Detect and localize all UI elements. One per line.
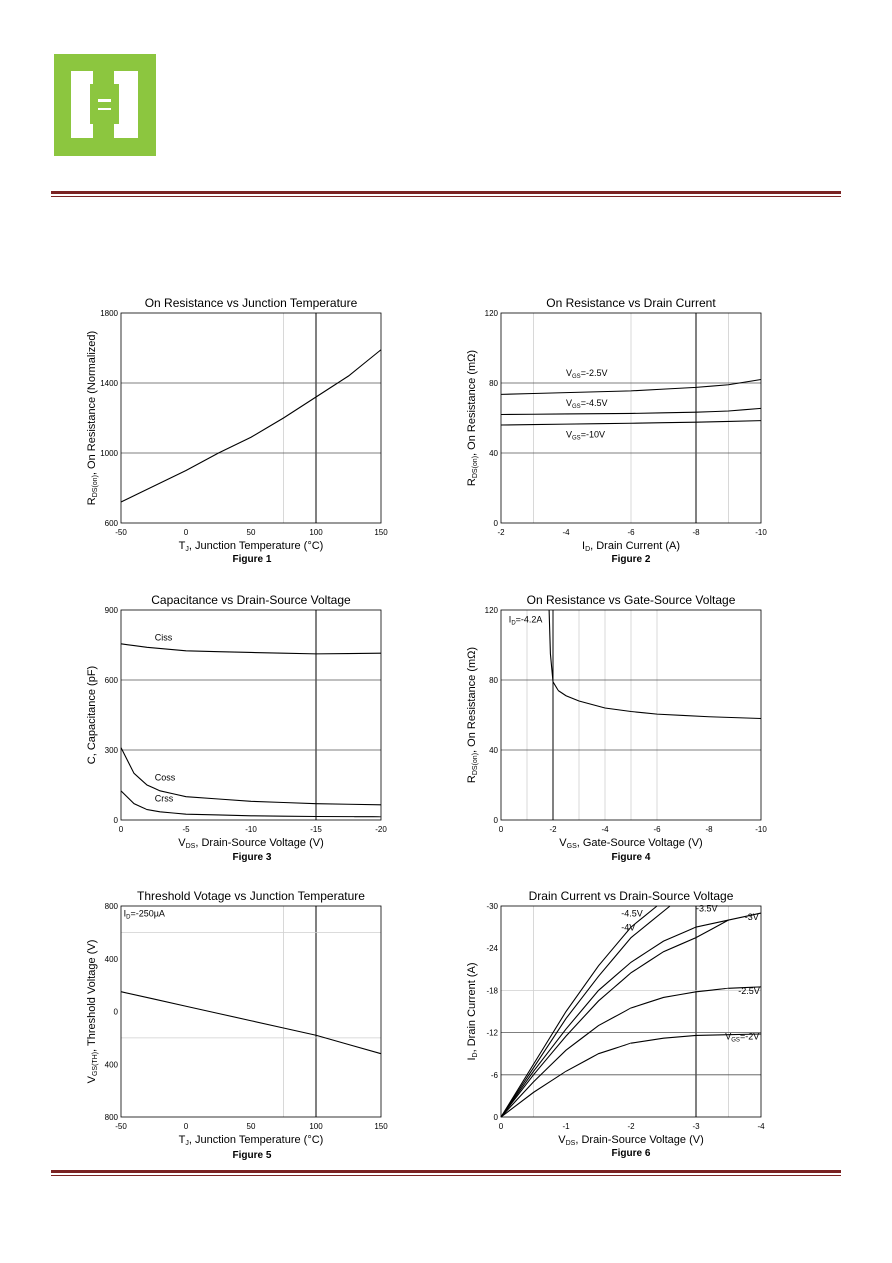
- chart-annotation: -2.5V: [738, 985, 760, 996]
- y-tick-label: 0: [493, 816, 498, 825]
- chart-annotation: -4V: [621, 922, 636, 933]
- y-axis-label: ID, Drain Current (A): [466, 962, 479, 1061]
- x-tick-label: 150: [374, 528, 388, 537]
- figure-caption-5: Figure 5: [232, 1150, 272, 1161]
- y-tick-label: -18: [486, 986, 498, 996]
- series-line-1: [121, 350, 381, 502]
- y-tick-label: 80: [489, 379, 498, 388]
- y-tick-label: 40: [489, 449, 498, 458]
- series-line-2: [501, 906, 670, 1117]
- x-tick-label: -1: [562, 1122, 570, 1131]
- x-tick-label: -5: [182, 825, 190, 834]
- x-tick-label: -2: [627, 1122, 635, 1131]
- chart-annotation: $V_{GS}=-10V$: [566, 429, 605, 442]
- series-line-1: [501, 906, 657, 1117]
- y-tick-label: 1800: [100, 309, 118, 318]
- y-tick-label: 600: [104, 676, 118, 685]
- chart-annotation: Coss: [154, 772, 176, 783]
- chart-title: Drain Current vs Drain-Source Voltage: [528, 889, 734, 903]
- chart-annotation: $V_{GS}=-2.5V$: [566, 368, 608, 380]
- y-tick-label: -6: [490, 1070, 498, 1080]
- x-axis-label: VGS, Gate-Source Voltage (V): [559, 837, 703, 850]
- chart-title: On Resistance vs Drain Current: [546, 296, 716, 310]
- fig2-chart: [466, 296, 767, 553]
- series-line-3: [501, 920, 729, 1117]
- chart-title: On Resistance vs Gate-Source Voltage: [526, 593, 736, 607]
- figure-caption-1: Figure 1: [232, 554, 272, 565]
- plot-frame: [121, 313, 381, 523]
- x-axis-label: VDS, Drain-Source Voltage (V): [558, 1134, 704, 1147]
- y-tick-label: 0: [113, 1007, 118, 1017]
- y-tick-label: -30: [486, 902, 498, 911]
- x-tick-label: 0: [183, 1122, 189, 1131]
- y-axis-label: RDS(on), On Resistance (Normalized): [86, 330, 99, 506]
- x-tick-label: -2: [549, 825, 557, 834]
- plot-frame: [121, 906, 381, 1117]
- y-tick-label: -24: [486, 944, 498, 954]
- series-line-5: [501, 987, 761, 1117]
- y-tick-label: 300: [104, 746, 118, 755]
- y-tick-label: 800: [104, 902, 118, 911]
- fig5-chart: [86, 889, 388, 1147]
- y-axis-label: C, Capacitance (pF): [86, 665, 98, 765]
- chart-title: Capacitance vs Drain-Source Voltage: [151, 593, 351, 607]
- x-tick-label: 0: [498, 1122, 504, 1131]
- y-tick-label: 40: [489, 746, 498, 755]
- y-tick-label: 900: [104, 606, 118, 615]
- y-tick-label: 400: [104, 954, 118, 964]
- y-tick-label: 120: [484, 606, 498, 615]
- y-tick-label: 1000: [100, 449, 118, 458]
- y-tick-label: -12: [486, 1028, 498, 1038]
- figure-caption-3: Figure 3: [232, 852, 272, 863]
- y-tick-label: 800: [104, 1113, 118, 1122]
- y-tick-label: 1400: [100, 379, 118, 388]
- y-tick-label: 600: [104, 519, 118, 528]
- fig4-chart: [466, 593, 767, 850]
- chart-annotation: $V_{GS}=-2V$: [725, 1031, 760, 1044]
- y-axis-label: VGS(TH), Threshold Voltage (V): [86, 939, 99, 1084]
- x-axis-label: TJ, Junction Temperature (°C): [178, 1134, 324, 1147]
- y-axis-label: RDS(on), On Resistance (mΩ): [466, 349, 479, 487]
- x-tick-label: -6: [653, 825, 661, 834]
- chart-annotation: Ciss: [154, 632, 173, 643]
- fig3-chart: [86, 593, 387, 850]
- fig6-chart: [466, 889, 765, 1147]
- figure-caption-2: Figure 2: [611, 554, 651, 565]
- x-tick-label: -4: [757, 1122, 765, 1131]
- x-tick-label: -50: [115, 1122, 127, 1131]
- x-tick-label: -4: [562, 528, 570, 537]
- y-tick-label: 80: [489, 676, 498, 685]
- x-axis-label: VDS, Drain-Source Voltage (V): [178, 837, 324, 850]
- chart-title: Threshold Votage vs Junction Temperature: [137, 889, 365, 903]
- y-tick-label: 120: [484, 309, 498, 318]
- x-tick-label: -10: [245, 825, 257, 834]
- x-tick-label: 0: [498, 825, 504, 834]
- x-tick-label: 150: [374, 1122, 388, 1131]
- chart-annotation: -3.5V: [696, 903, 718, 914]
- x-axis-label: ID, Drain Current (A): [582, 540, 680, 553]
- x-tick-label: 100: [309, 528, 323, 537]
- x-tick-label: 50: [246, 528, 256, 537]
- x-axis-label: TJ, Junction Temperature (°C): [178, 540, 324, 553]
- x-tick-label: -6: [627, 528, 635, 537]
- series-line-1: [121, 992, 381, 1054]
- x-tick-label: 0: [118, 825, 124, 834]
- chart-title: On Resistance vs Junction Temperature: [144, 296, 358, 310]
- series-line-4: [501, 913, 761, 1117]
- chart-annotation: $V_{GS}=-4.5V$: [566, 397, 608, 410]
- x-tick-label: -3: [692, 1122, 700, 1131]
- chart-annotation: Crss: [154, 793, 174, 804]
- x-tick-label: -15: [310, 825, 322, 834]
- y-tick-label: 0: [493, 519, 498, 528]
- x-tick-label: -10: [755, 528, 767, 537]
- x-tick-label: -10: [755, 825, 767, 834]
- series-line-1: [121, 644, 381, 654]
- chart-annotation: $I_D=-4.2A$: [508, 614, 543, 627]
- y-tick-label: 400: [104, 1060, 118, 1070]
- series-line-1: [549, 610, 761, 719]
- x-tick-label: -8: [705, 825, 713, 834]
- x-tick-label: 0: [183, 528, 189, 537]
- figure-caption-4: Figure 4: [611, 852, 651, 863]
- x-tick-label: -2: [497, 528, 505, 537]
- x-tick-label: -4: [601, 825, 609, 834]
- chart-annotation: -3V: [744, 912, 759, 923]
- fig1-chart: [86, 296, 388, 553]
- y-tick-label: 0: [113, 816, 118, 825]
- chart-annotation: $I_D=-250\mu A$: [123, 908, 165, 921]
- x-tick-label: -50: [115, 528, 127, 537]
- x-tick-label: 100: [309, 1122, 323, 1131]
- x-tick-label: -20: [375, 825, 387, 834]
- chart-annotation: -4.5V: [621, 908, 643, 919]
- x-tick-label: 50: [246, 1122, 256, 1131]
- y-tick-label: 0: [493, 1113, 498, 1122]
- figure-caption-6: Figure 6: [611, 1148, 651, 1159]
- x-tick-label: -8: [692, 528, 700, 537]
- y-axis-label: RDS(on), On Resistance (mΩ): [466, 646, 479, 784]
